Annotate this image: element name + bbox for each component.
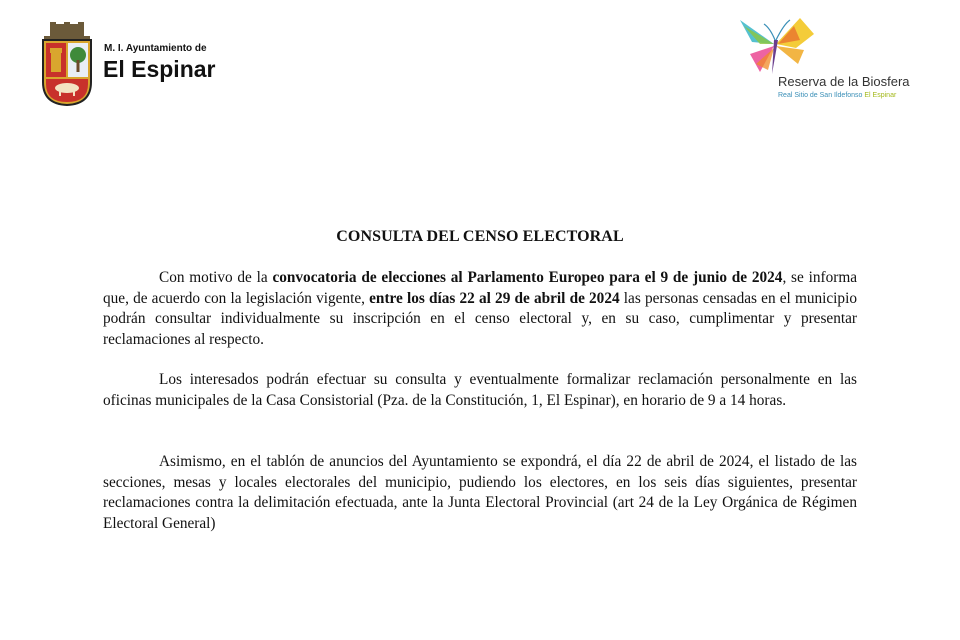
biosphere-subtitle [778, 92, 896, 99]
municipality-subtitle: M. I. Ayuntamiento de [104, 43, 207, 54]
paragraph-3: Asimismo, en el tablón de anuncios del Ayuntamiento se expondrá, el día 22 de abril de 2024, el listado de las secciones, mesas y locales electorales del municipio, pudiendo los electores, en los seis días siguientes, presentar reclamaciones contra la delimitación efectuada, ante la Junta Electoral Provincial (art 24 de la Ley Orgánica de Régimen Electoral General) [103, 453, 857, 532]
municipality-header [40, 22, 260, 108]
biosphere-subtitle-highlight: El Espinar [864, 92, 897, 99]
p1-text-e: las personas censadas en el municipio podrán consultar individualmente su inscripción en el censo electoral y, en su caso, cumplimentar y presentar reclamaciones al respecto. [103, 289, 857, 348]
p1-bold-election: convocatoria de elecciones al Parlamento Europeo para el 9 de junio de 2024 [272, 269, 783, 286]
biosphere-subtitle-place: Real Sitio de San Ildefonso [778, 92, 865, 99]
coat-of-arms-icon [40, 22, 94, 106]
municipality-name: El Espinar [103, 56, 216, 82]
p1-text-c: , se informa que, de acuerdo con la legislación vigente, [103, 269, 858, 307]
p1-bold-dates: entre los días 22 al 29 de abril de 2024 [369, 289, 620, 307]
biosphere-reserve-header [734, 14, 934, 106]
document-title: CONSULTA DEL CENSO ELECTORAL [336, 228, 624, 245]
p1-text-a: Con motivo de la [159, 269, 273, 286]
biosphere-title: Reserva de la Biosfera [778, 74, 910, 89]
paragraph-1 [103, 268, 857, 350]
paragraph-2: Los interesados podrán efectuar su consulta y eventualmente formalizar reclamación personalmente en las oficinas municipales de la Casa Consistorial (Pza. de la Constitución, 1, El Espinar), en horario de 9 a 14 horas. [103, 371, 857, 409]
